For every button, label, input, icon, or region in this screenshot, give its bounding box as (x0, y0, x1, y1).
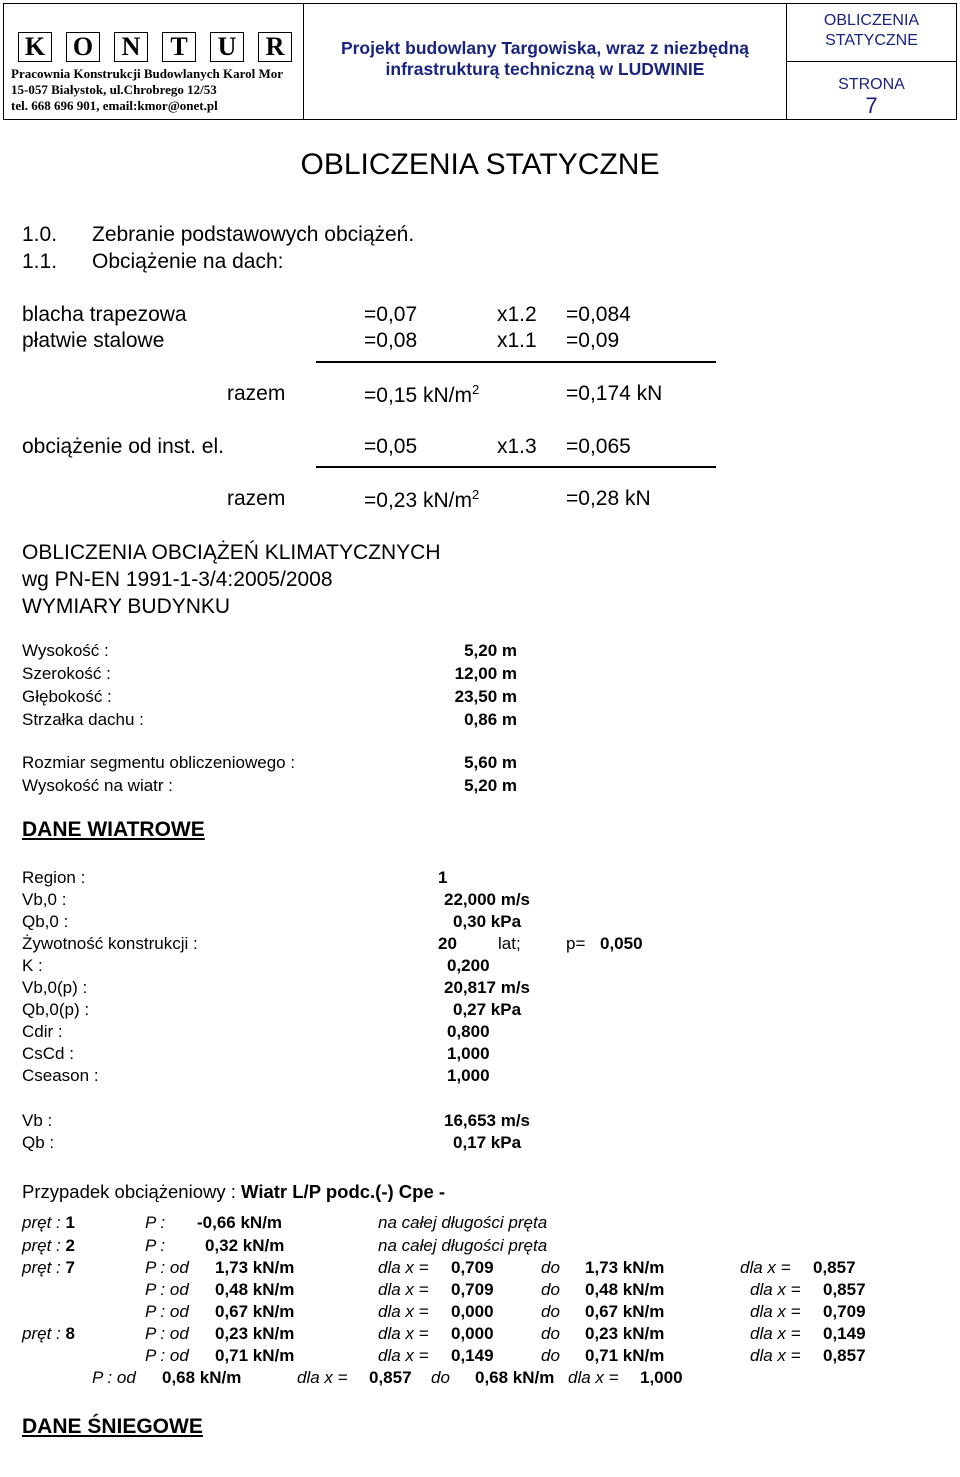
dimension-label: Wysokość : (22, 641, 109, 660)
dimension-value: 5,20 m (464, 776, 517, 795)
page-number: 7 (865, 93, 878, 118)
project-block (304, 4, 787, 119)
sum-value-text: =0,23 kN/m (364, 489, 472, 512)
member-number: 8 (65, 1324, 75, 1343)
load-from-value: 1,73 kN/m (215, 1258, 295, 1277)
wind-value: 1,000 (447, 1066, 490, 1085)
load-factor: x1.2 (497, 303, 537, 326)
member-number: 7 (65, 1258, 75, 1277)
dimension-label: Szerokość : (22, 664, 111, 683)
member-number: 1 (65, 1213, 75, 1232)
load-p: P : od (145, 1280, 189, 1299)
logo-letter: U (210, 32, 244, 62)
load-from-value: 0,48 kN/m (215, 1280, 295, 1299)
load-val: 0,32 kN/m (205, 1236, 285, 1255)
wind-label: K : (22, 956, 43, 975)
do-label: do (541, 1258, 560, 1277)
wind-label: Cdir : (22, 1022, 63, 1041)
dla-x-label: dla x = (750, 1280, 801, 1299)
logo-letter: T (162, 32, 196, 62)
member-label: pręt : (22, 1236, 61, 1255)
loadcase-prefix: Przypadek obciążeniowy : (22, 1181, 236, 1202)
sum-value-exponent: 2 (471, 382, 480, 397)
x-to: 0,857 (823, 1280, 866, 1299)
load-result: =0,065 (566, 435, 631, 458)
dimension-value: 0,86 m (464, 710, 517, 729)
load-to-value: 0,68 kN/m (475, 1368, 555, 1387)
wind-value: 20 (438, 934, 457, 953)
load-p: P : od (145, 1302, 189, 1321)
wind-value: 20,817 m/s (444, 978, 531, 997)
dimension-value: 5,60 m (464, 753, 517, 772)
dla-x-label: dla x = (750, 1324, 801, 1343)
do-label: do (431, 1368, 450, 1387)
dla-x-label: dla x = (378, 1346, 429, 1365)
wind-label: Qb : (22, 1133, 55, 1152)
wind-value: 1,000 (447, 1044, 490, 1063)
load-factor: x1.1 (497, 329, 537, 352)
wind-unit: lat; (498, 934, 521, 953)
do-label: do (541, 1280, 560, 1299)
load-from-value: 0,23 kN/m (215, 1324, 295, 1343)
load-value: =0,08 (364, 329, 418, 352)
dla-x-label: dla x = (297, 1368, 348, 1387)
dla-x-label: dla x = (378, 1302, 429, 1321)
load-p: P : (145, 1236, 166, 1255)
header-divider (787, 61, 956, 62)
wind-label: Żywotność konstrukcji : (22, 934, 198, 953)
load-to-value: 0,23 kN/m (585, 1324, 665, 1343)
section-number: 1.1. (22, 250, 58, 273)
dimension-label: Strzałka dachu : (22, 710, 144, 729)
page-header (3, 3, 957, 120)
dimension-value: 12,00 m (454, 664, 517, 683)
load-to-value: 0,71 kN/m (585, 1346, 665, 1365)
firm-block (4, 4, 304, 119)
wind-value: 0,800 (447, 1022, 490, 1041)
firm-contact: tel. 668 696 901, email:kmor@onet.pl (11, 98, 218, 113)
section-heading: Zebranie podstawowych obciążeń. (92, 223, 415, 246)
loadcase-line (22, 1181, 445, 1203)
x-to: 0,149 (823, 1324, 866, 1343)
page-title: OBLICZENIA STATYCZNE (300, 148, 660, 181)
wind-label: Vb,0 : (22, 890, 67, 909)
sum-value (364, 487, 479, 513)
dla-x-label: dla x = (378, 1324, 429, 1343)
load-val: -0,66 kN/m (197, 1213, 283, 1232)
sum-result: =0,28 kN (566, 487, 651, 510)
wind-value: 0,17 kPa (453, 1133, 522, 1152)
load-p: P : od (145, 1324, 189, 1343)
member-label: pręt : (22, 1213, 61, 1232)
load-from-value: 0,68 kN/m (162, 1368, 242, 1387)
sum-result: =0,174 kN (566, 382, 663, 405)
wind-value: 0,27 kPa (453, 1000, 522, 1019)
firm-name: Pracownia Konstrukcji Budowlanych Karol Mor (11, 66, 284, 81)
climate-standard: wg PN-EN 1991-1-3/4:2005/2008 (22, 568, 333, 591)
wind-label: Vb : (22, 1111, 53, 1130)
x-from: 0,709 (451, 1280, 494, 1299)
load-p: P : od (145, 1346, 189, 1365)
load-to-value: 0,67 kN/m (585, 1302, 665, 1321)
logo-letter: K (18, 32, 52, 62)
load-value: =0,05 (364, 435, 418, 458)
doc-type-line2: STATYCZNE (825, 32, 918, 49)
logo-letter: R (258, 32, 292, 62)
wind-value: 22,000 m/s (444, 890, 531, 909)
dla-x-label: dla x = (378, 1258, 429, 1277)
dimension-label: Głębokość : (22, 687, 112, 706)
logo-letter: O (66, 32, 100, 62)
member-prefix (22, 1236, 75, 1256)
sum-value-exponent: 2 (471, 487, 480, 502)
sum-rule (316, 361, 716, 363)
snow-heading: DANE ŚNIEGOWE (22, 1415, 203, 1438)
x-from: 0,000 (451, 1302, 494, 1321)
wind-label: Cseason : (22, 1066, 99, 1085)
doc-type-line1: OBLICZENIA (823, 12, 920, 29)
member-label: pręt : (22, 1258, 61, 1277)
member-prefix (22, 1213, 75, 1233)
logo-letter: N (114, 32, 148, 62)
wind-value: 16,653 m/s (444, 1111, 531, 1130)
firm-address: 15-057 Białystok, ul.Chrobrego 12/53 (11, 82, 217, 97)
member-prefix (22, 1258, 75, 1278)
wind-p-value: 0,050 (600, 934, 643, 953)
load-to-value: 0,48 kN/m (585, 1280, 665, 1299)
load-to-value: 1,73 kN/m (585, 1258, 665, 1277)
dla-x-label: dla x = (568, 1368, 619, 1387)
dla-x-label: dla x = (740, 1258, 791, 1277)
loadcase-name: Wiatr L/P podc.(-) Cpe - (241, 1181, 446, 1202)
wind-value: 0,30 kPa (453, 912, 522, 931)
dimension-label: Wysokość na wiatr : (22, 776, 173, 795)
do-label: do (541, 1324, 560, 1343)
project-title: Projekt budowlany Targowiska, wraz z niezbędną infrastrukturą techniczną w LUDWINIE (340, 38, 750, 79)
x-to: 0,709 (823, 1302, 866, 1321)
doc-info-block (787, 4, 956, 119)
sum-rule (316, 466, 716, 468)
x-to: 0,857 (823, 1346, 866, 1365)
load-p: P : od (92, 1368, 136, 1387)
dimensions-heading: WYMIARY BUDYNKU (22, 595, 231, 618)
wind-label: Qb,0 : (22, 912, 69, 931)
sum-value (364, 382, 479, 408)
load-name: blacha trapezowa (22, 303, 187, 326)
load-name: obciążenie od inst. el. (22, 435, 224, 458)
dimension-value: 5,20 m (464, 641, 517, 660)
load-value: =0,07 (364, 303, 418, 326)
member-prefix (22, 1324, 75, 1344)
load-from-value: 0,71 kN/m (215, 1346, 295, 1365)
wind-label: Region : (22, 868, 86, 887)
load-name: płatwie stalowe (22, 329, 165, 352)
do-label: do (541, 1346, 560, 1365)
climate-title: OBLICZENIA OBCIĄŻEŃ KLIMATYCZNYCH (22, 541, 441, 564)
wind-value: 0,200 (447, 956, 490, 975)
do-label: do (541, 1302, 560, 1321)
load-p: P : od (145, 1258, 189, 1277)
load-result: =0,09 (566, 329, 620, 352)
load-factor: x1.3 (497, 435, 537, 458)
load-from-value: 0,67 kN/m (215, 1302, 295, 1321)
wind-p-label: p= (566, 934, 586, 953)
kontur-logo (12, 32, 302, 64)
section-heading: Obciążenie na dach: (92, 250, 284, 273)
x-from: 0,149 (451, 1346, 494, 1365)
sum-label: razem (227, 382, 286, 405)
x-from: 0,709 (451, 1258, 494, 1277)
x-to: 0,857 (813, 1258, 856, 1277)
dla-x-label: dla x = (378, 1280, 429, 1299)
section-number: 1.0. (22, 223, 58, 246)
x-to: 1,000 (640, 1368, 683, 1387)
wind-label: Qb,0(p) : (22, 1000, 90, 1019)
member-label: pręt : (22, 1324, 61, 1343)
x-from: 0,857 (369, 1368, 412, 1387)
load-result: =0,084 (566, 303, 631, 326)
sum-value-text: =0,15 kN/m (364, 384, 472, 407)
load-note: na całej długości pręta (378, 1213, 548, 1232)
page-label: STRONA (838, 76, 905, 93)
dimension-label: Rozmiar segmentu obliczeniowego : (22, 753, 296, 772)
wind-heading: DANE WIATROWE (22, 818, 205, 841)
wind-label: Vb,0(p) : (22, 978, 88, 997)
dla-x-label: dla x = (750, 1302, 801, 1321)
wind-label: CsCd : (22, 1044, 74, 1063)
dla-x-label: dla x = (750, 1346, 801, 1365)
x-from: 0,000 (451, 1324, 494, 1343)
wind-value: 1 (438, 868, 448, 887)
dimension-value: 23,50 m (454, 687, 517, 706)
load-note: na całej długości pręta (378, 1236, 548, 1255)
load-p: P : (145, 1213, 166, 1232)
sum-label: razem (227, 487, 286, 510)
member-number: 2 (65, 1236, 75, 1255)
